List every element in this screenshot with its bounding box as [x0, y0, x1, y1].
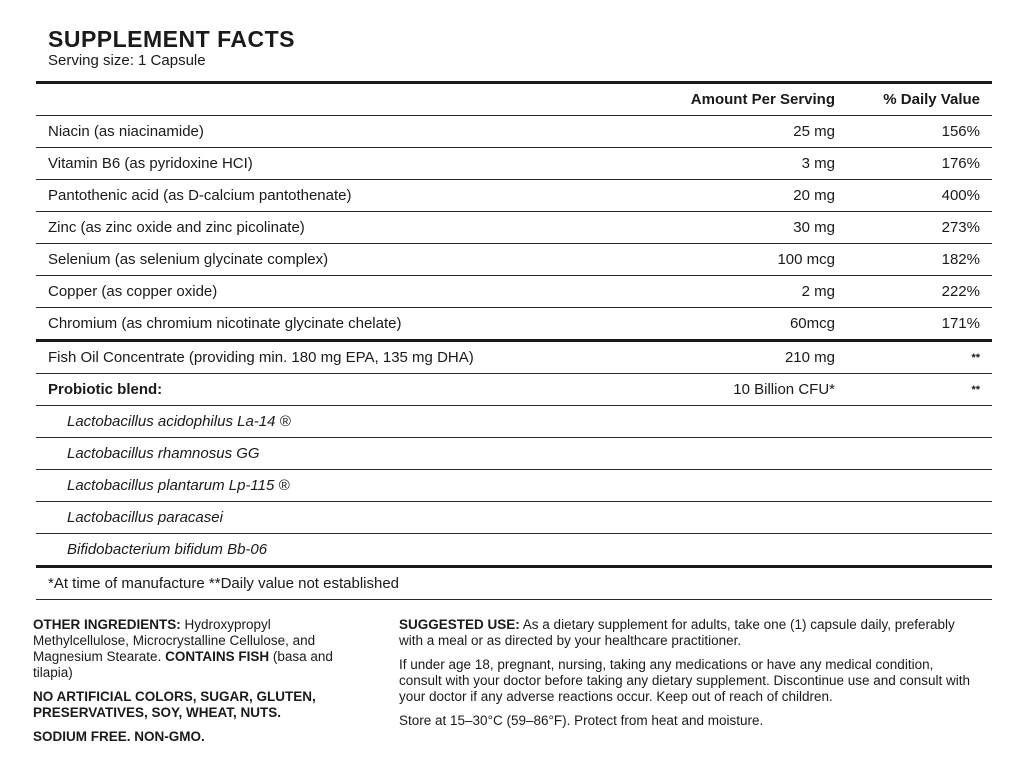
nutrient-name: Niacin (as niacinamide)	[48, 123, 204, 140]
strain-name: Lactobacillus acidophilus La-14 ®	[67, 413, 291, 430]
nutrient-daily-value: 156%	[941, 123, 980, 140]
ingredient-daily-value: **	[971, 351, 980, 364]
table-row	[36, 308, 992, 342]
nutrient-daily-value: 171%	[941, 315, 980, 332]
ingredient-amount: 210 mg	[784, 349, 835, 366]
sodium-free-statement: SODIUM FREE. NON-GMO.	[33, 729, 205, 744]
strain-row	[36, 534, 992, 568]
nutrient-amount: 3 mg	[801, 155, 835, 172]
ingredient-amount: 10 Billion CFU*	[733, 381, 835, 398]
nutrient-daily-value: 182%	[941, 251, 980, 268]
nutrient-name: Vitamin B6 (as pyridoxine HCI)	[48, 155, 253, 172]
contains-fish-note: (basa and tilapia)	[33, 649, 333, 680]
other-ingredients-text: Hydroxypropyl Methylcellulose, Microcrystalline Cellulose, and Magnesium Stearate.	[33, 617, 316, 664]
strain-row	[36, 438, 992, 470]
storage-paragraph: Store at 15–30°C (59–86°F). Protect from heat and moisture.	[399, 713, 764, 728]
nutrient-daily-value: 273%	[941, 219, 980, 236]
other-ingredients-label: OTHER INGREDIENTS:	[33, 617, 181, 632]
strain-row	[36, 502, 992, 534]
nutrient-daily-value: 176%	[941, 155, 980, 172]
nutrient-name: Selenium (as selenium glycinate complex)	[48, 251, 329, 268]
table-footnote: *At time of manufacture **Daily value not established	[36, 568, 992, 600]
other-ingredients-paragraph	[33, 617, 353, 681]
strain-name: Lactobacillus paracasei	[67, 509, 223, 526]
ingredient-name: Probiotic blend:	[48, 381, 163, 398]
ingredient-daily-value: **	[971, 383, 980, 396]
suggested-use-paragraph	[399, 617, 979, 649]
suggested-use-text: As a dietary supplement for adults, take one (1) capsule daily, preferably with a meal or as directed by your healthcare practitioner.	[399, 617, 955, 648]
table-row	[36, 116, 992, 148]
nutrient-name: Pantothenic acid (as D-calcium pantothenate)	[48, 187, 352, 204]
nutrient-name: Chromium (as chromium nicotinate glycinate chelate)	[48, 315, 402, 332]
daily-value-column-header: % Daily Value	[883, 91, 980, 108]
suggested-use-section	[399, 617, 979, 737]
table-row	[36, 244, 992, 276]
no-artificial-statement: NO ARTIFICIAL COLORS, SUGAR, GLUTEN, PRESERVATIVES, SOY, WHEAT, NUTS.	[33, 689, 316, 720]
fish-oil-row	[36, 342, 992, 374]
nutrient-name: Zinc (as zinc oxide and zinc picolinate)	[48, 219, 305, 236]
table-row	[36, 180, 992, 212]
ingredient-name: Fish Oil Concentrate (providing min. 180 mg EPA, 135 mg DHA)	[48, 349, 474, 366]
table-row	[36, 148, 992, 180]
probiotic-row	[36, 374, 992, 406]
nutrient-amount: 30 mg	[793, 219, 835, 236]
strain-row	[36, 470, 992, 502]
page-title: SUPPLEMENT FACTS	[48, 26, 295, 52]
table-row	[36, 276, 992, 308]
amount-column-header: Amount Per Serving	[690, 91, 835, 108]
strain-name: Lactobacillus rhamnosus GG	[67, 445, 260, 462]
nutrient-daily-value: 400%	[941, 187, 980, 204]
nutrient-name: Copper (as copper oxide)	[48, 283, 218, 300]
table-row	[36, 212, 992, 244]
supplement-facts-table	[36, 81, 992, 600]
nutrient-amount: 2 mg	[801, 283, 835, 300]
nutrient-amount: 20 mg	[793, 187, 835, 204]
other-ingredients-section	[33, 617, 353, 753]
strain-row	[36, 406, 992, 438]
nutrient-daily-value: 222%	[941, 283, 980, 300]
nutrient-amount: 25 mg	[793, 123, 835, 140]
serving-size: Serving size: 1 Capsule	[48, 52, 206, 69]
suggested-use-label: SUGGESTED USE:	[399, 617, 520, 632]
contains-fish-label: CONTAINS FISH	[165, 649, 270, 664]
warning-paragraph: If under age 18, pregnant, nursing, taking any medications or have any medical condition, consult with your doctor before taking any dietary supplement. Discontinue use and consult with your doctor if any adverse reactions occur. Keep out of reach of children.	[399, 657, 971, 704]
nutrient-amount: 60mcg	[789, 315, 835, 332]
nutrient-amount: 100 mcg	[777, 251, 835, 268]
strain-name: Lactobacillus plantarum Lp-115 ®	[67, 477, 290, 494]
table-header-row	[36, 84, 992, 116]
strain-name: Bifidobacterium bifidum Bb-06	[67, 541, 268, 558]
